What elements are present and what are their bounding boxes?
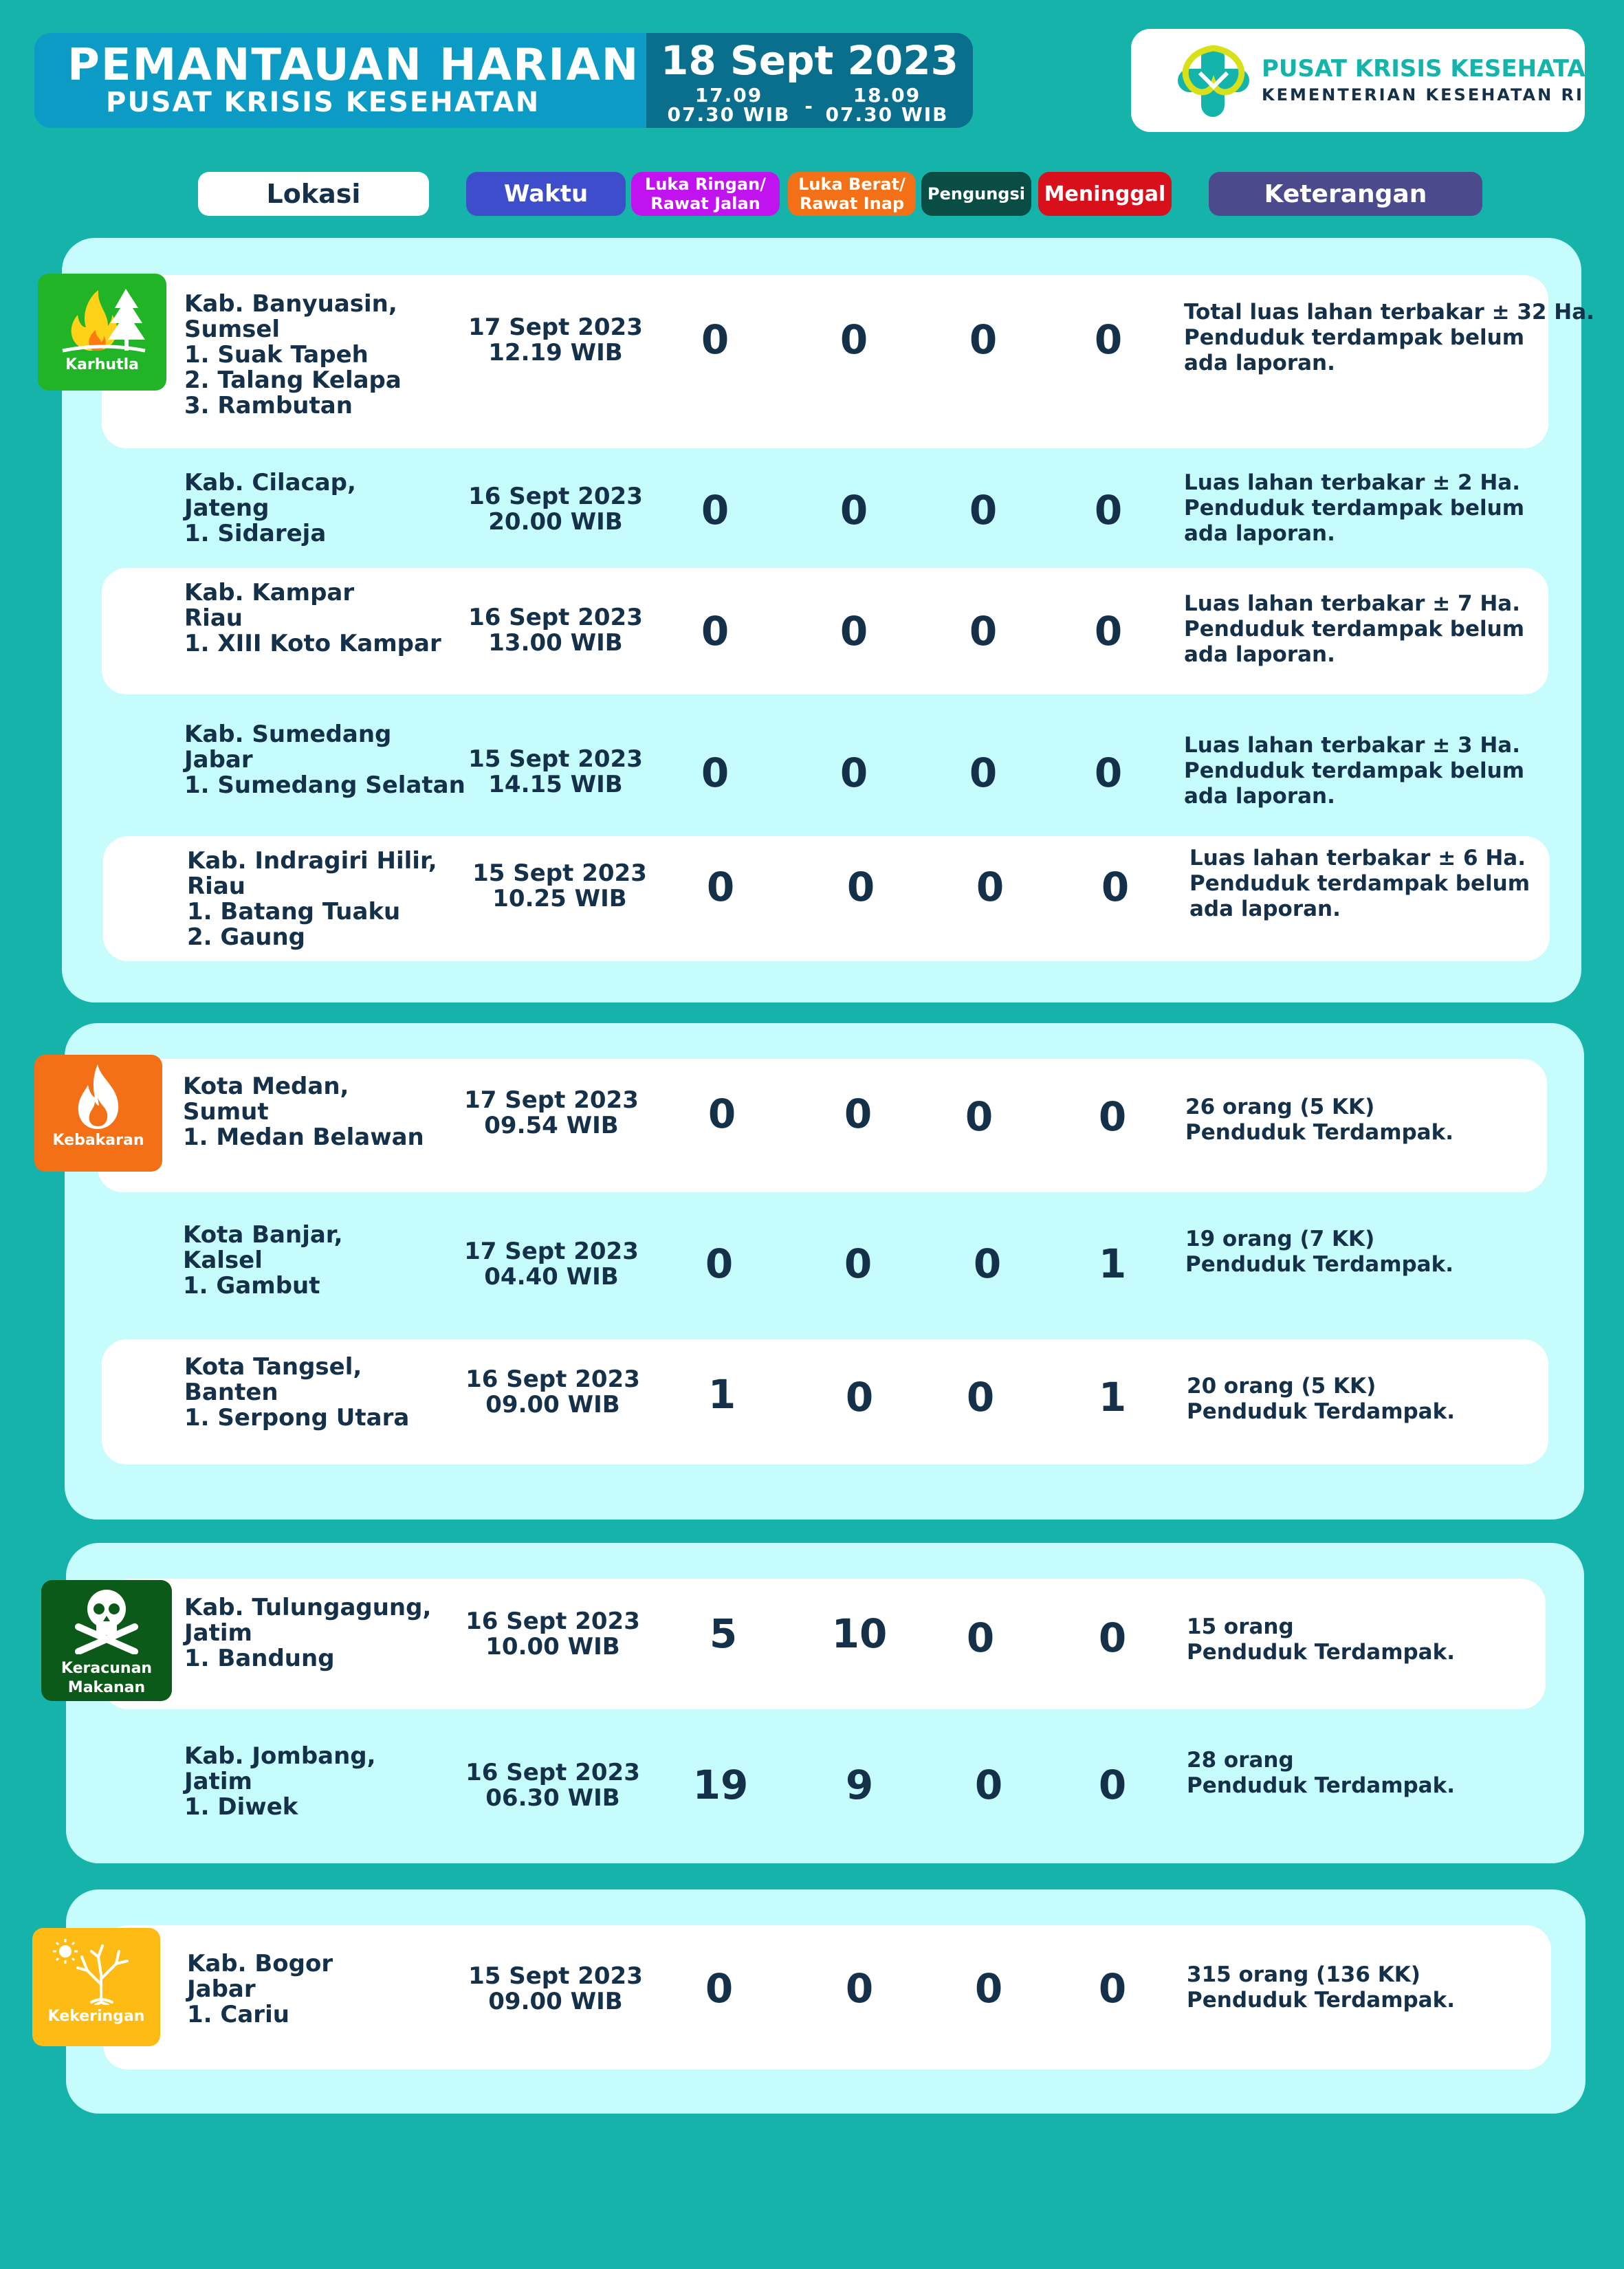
value-luka-berat: 9 — [845, 1762, 874, 1808]
row-time — [452, 1964, 659, 2015]
value-luka-berat: 0 — [845, 1374, 874, 1421]
row-time — [452, 605, 659, 656]
col-keterangan: Keterangan — [1209, 172, 1482, 216]
value-luka-ringan: 0 — [701, 749, 729, 796]
value-luka-berat: 0 — [845, 1965, 874, 2012]
value-luka-ringan: 0 — [707, 1090, 736, 1137]
category-label: Kebakaran — [52, 1132, 144, 1149]
row-hour: 20.00 WIB — [488, 508, 623, 536]
value-luka-berat: 0 — [840, 608, 868, 655]
col-luka-ringan-line2: Rawat Jalan — [650, 194, 760, 213]
value-luka-ringan: 0 — [705, 1240, 734, 1287]
value-luka-berat: 0 — [840, 487, 868, 534]
row-keterangan: Luas lahan terbakar ± 6 Ha. Penduduk terdampak belum ada laporan. — [1189, 846, 1530, 921]
col-waktu: Waktu — [466, 172, 626, 216]
row-keterangan: 19 orang (7 KK) Penduduk Terdampak. — [1185, 1227, 1453, 1277]
col-lokasi: Lokasi — [198, 172, 429, 216]
category-kebakaran — [34, 1055, 162, 1172]
category-label: Kekeringan — [47, 2008, 145, 2025]
category-keracunan — [41, 1580, 172, 1701]
col-luka-ringan-line1: Luka Ringan/ — [645, 175, 766, 194]
row-keterangan: 315 orang (136 KK) Penduduk Terdampak. — [1187, 1962, 1455, 2013]
row-date: 16 Sept 2023 — [465, 1366, 640, 1393]
value-meninggal: 1 — [1098, 1240, 1127, 1287]
value-pengungsi: 0 — [969, 316, 998, 363]
row-time — [452, 747, 659, 798]
row-keterangan: Total luas lahan terbakar ± 32 Ha. Penduduk terdampak belum ada laporan. — [1184, 300, 1594, 375]
row-date: 17 Sept 2023 — [464, 1086, 639, 1114]
value-pengungsi: 0 — [965, 1093, 994, 1140]
value-luka-berat: 0 — [844, 1240, 873, 1287]
row-location: Kab. Cilacap, Jateng 1. Sidareja — [184, 469, 356, 547]
value-pengungsi: 0 — [966, 1614, 995, 1661]
row-hour: 10.25 WIB — [492, 885, 627, 912]
range-start-date: 17.09 — [694, 84, 763, 107]
row-date: 15 Sept 2023 — [472, 859, 647, 887]
row-location: Kab. Banyuasin, Sumsel 1. Suak Tapeh 2. Talang Kelapa 3. Rambutan — [184, 290, 402, 419]
value-pengungsi: 0 — [969, 608, 998, 655]
value-pengungsi: 0 — [973, 1240, 1002, 1287]
row-date: 16 Sept 2023 — [468, 483, 643, 510]
row-hour: 09.00 WIB — [488, 1988, 623, 2015]
date-panel — [646, 33, 973, 128]
row-hour: 09.54 WIB — [484, 1112, 619, 1139]
col-meninggal: Meninggal — [1038, 172, 1172, 216]
range-end-time: 07.30 WIB — [825, 103, 949, 126]
dry-tree-icon — [50, 1936, 142, 2005]
col-luka-ringan — [631, 172, 780, 216]
row-date: 16 Sept 2023 — [468, 604, 643, 631]
value-meninggal: 0 — [1094, 487, 1123, 534]
category-label: Karhutla — [65, 356, 139, 373]
row-keterangan: Luas lahan terbakar ± 7 Ha. Penduduk terdampak belum ada laporan. — [1184, 591, 1525, 667]
skull-icon — [69, 1586, 144, 1654]
value-meninggal: 0 — [1094, 608, 1123, 655]
row-hour: 13.00 WIB — [488, 629, 623, 657]
row-keterangan: 28 orang Penduduk Terdampak. — [1187, 1748, 1455, 1798]
value-meninggal: 0 — [1098, 1762, 1127, 1808]
row-location: Kab. Indragiri Hilir, Riau 1. Batang Tuaku 2. Gaung — [187, 847, 437, 951]
value-pengungsi: 0 — [969, 487, 998, 534]
row-date: 15 Sept 2023 — [468, 745, 643, 773]
page-subtitle: PUSAT KRISIS KESEHATAN — [106, 87, 540, 118]
value-luka-berat: 0 — [840, 749, 868, 796]
row-hour: 04.40 WIB — [484, 1263, 619, 1291]
row-time — [448, 1088, 655, 1139]
col-luka-berat-line2: Rawat Inap — [799, 194, 905, 213]
value-meninggal: 0 — [1101, 864, 1130, 910]
title-panel — [34, 33, 646, 128]
row-hour: 14.15 WIB — [488, 771, 623, 798]
col-pengungsi: Pengungsi — [921, 172, 1031, 216]
row-hour: 12.19 WIB — [488, 339, 623, 366]
row-time — [452, 315, 659, 366]
value-meninggal: 0 — [1094, 316, 1123, 363]
value-meninggal: 0 — [1098, 1093, 1127, 1140]
row-location: Kab. Jombang, Jatim 1. Diwek — [184, 1742, 376, 1821]
row-keterangan: Luas lahan terbakar ± 3 Ha. Penduduk terdampak belum ada laporan. — [1184, 733, 1525, 809]
col-luka-berat — [788, 172, 916, 216]
range-separator: - — [804, 95, 814, 118]
row-date: 16 Sept 2023 — [465, 1608, 640, 1635]
category-karhutla — [38, 274, 166, 391]
category-kekeringan — [32, 1928, 160, 2046]
row-time — [452, 484, 659, 535]
row-date: 17 Sept 2023 — [468, 314, 643, 341]
category-label: Keracunan — [61, 1660, 153, 1677]
health-logo-icon — [1172, 43, 1255, 122]
row-date: 16 Sept 2023 — [465, 1759, 640, 1786]
value-luka-ringan: 0 — [706, 864, 735, 910]
row-location: Kab. Tulungagung, Jatim 1. Bandung — [184, 1594, 432, 1672]
title-banner — [34, 33, 973, 128]
row-keterangan: 26 orang (5 KK) Penduduk Terdampak. — [1185, 1095, 1453, 1145]
row-hour: 10.00 WIB — [485, 1633, 620, 1660]
value-pengungsi: 0 — [969, 749, 998, 796]
value-luka-ringan: 0 — [701, 316, 729, 363]
value-luka-berat: 10 — [831, 1610, 888, 1657]
value-luka-ringan: 5 — [709, 1610, 738, 1657]
row-location: Kota Tangsel, Banten 1. Serpong Utara — [184, 1353, 410, 1432]
row-time — [450, 1367, 656, 1418]
row-location: Kota Medan, Sumut 1. Medan Belawan — [183, 1073, 424, 1151]
report-date: 18 Sept 2023 — [661, 37, 958, 84]
value-pengungsi: 0 — [974, 1762, 1003, 1808]
row-date: 15 Sept 2023 — [468, 1962, 643, 1990]
row-location: Kab. Bogor Jabar 1. Cariu — [187, 1950, 333, 2028]
page-title: PEMANTAUAN HARIAN — [67, 40, 640, 91]
value-pengungsi: 0 — [974, 1965, 1003, 2012]
fire-icon — [74, 1063, 122, 1130]
value-pengungsi: 0 — [966, 1374, 995, 1421]
row-time — [450, 1609, 656, 1660]
value-meninggal: 1 — [1098, 1374, 1127, 1421]
row-keterangan: 20 orang (5 KK) Penduduk Terdampak. — [1187, 1374, 1455, 1424]
value-luka-ringan: 0 — [701, 487, 729, 534]
value-luka-ringan: 19 — [692, 1762, 749, 1808]
value-luka-ringan: 0 — [705, 1965, 734, 2012]
row-location: Kab. Sumedang Jabar 1. Sumedang Selatan — [184, 721, 465, 799]
logo-line-1: PUSAT KRISIS KESEHATAN — [1262, 55, 1605, 83]
value-luka-berat: 0 — [846, 864, 875, 910]
row-location: Kota Banjar, Kalsel 1. Gambut — [183, 1221, 343, 1300]
row-keterangan: 15 orang Penduduk Terdampak. — [1187, 1614, 1455, 1665]
category-label-line2: Makanan — [67, 1679, 146, 1696]
value-luka-berat: 0 — [844, 1090, 873, 1137]
forest-fire-icon — [58, 285, 148, 353]
col-luka-berat-line1: Luka Berat/ — [798, 175, 906, 194]
value-luka-berat: 0 — [840, 316, 868, 363]
row-time — [457, 861, 663, 912]
ministry-logo — [1131, 29, 1605, 132]
value-pengungsi: 0 — [976, 864, 1005, 910]
row-time — [450, 1760, 656, 1811]
row-time — [448, 1239, 655, 1290]
value-luka-ringan: 1 — [707, 1371, 736, 1418]
value-meninggal: 0 — [1098, 1614, 1127, 1661]
value-luka-ringan: 0 — [701, 608, 729, 655]
range-end-date: 18.09 — [853, 84, 921, 107]
logo-line-2: KEMENTERIAN KESEHATAN RI — [1262, 85, 1584, 105]
row-date: 17 Sept 2023 — [464, 1238, 639, 1265]
row-hour: 09.00 WIB — [485, 1391, 620, 1418]
value-meninggal: 0 — [1098, 1965, 1127, 2012]
row-hour: 06.30 WIB — [485, 1784, 620, 1812]
row-keterangan: Luas lahan terbakar ± 2 Ha. Penduduk terdampak belum ada laporan. — [1184, 470, 1525, 546]
range-start-time: 07.30 WIB — [667, 103, 791, 126]
value-meninggal: 0 — [1094, 749, 1123, 796]
row-location: Kab. Kampar Riau 1. XIII Koto Kampar — [184, 579, 441, 657]
